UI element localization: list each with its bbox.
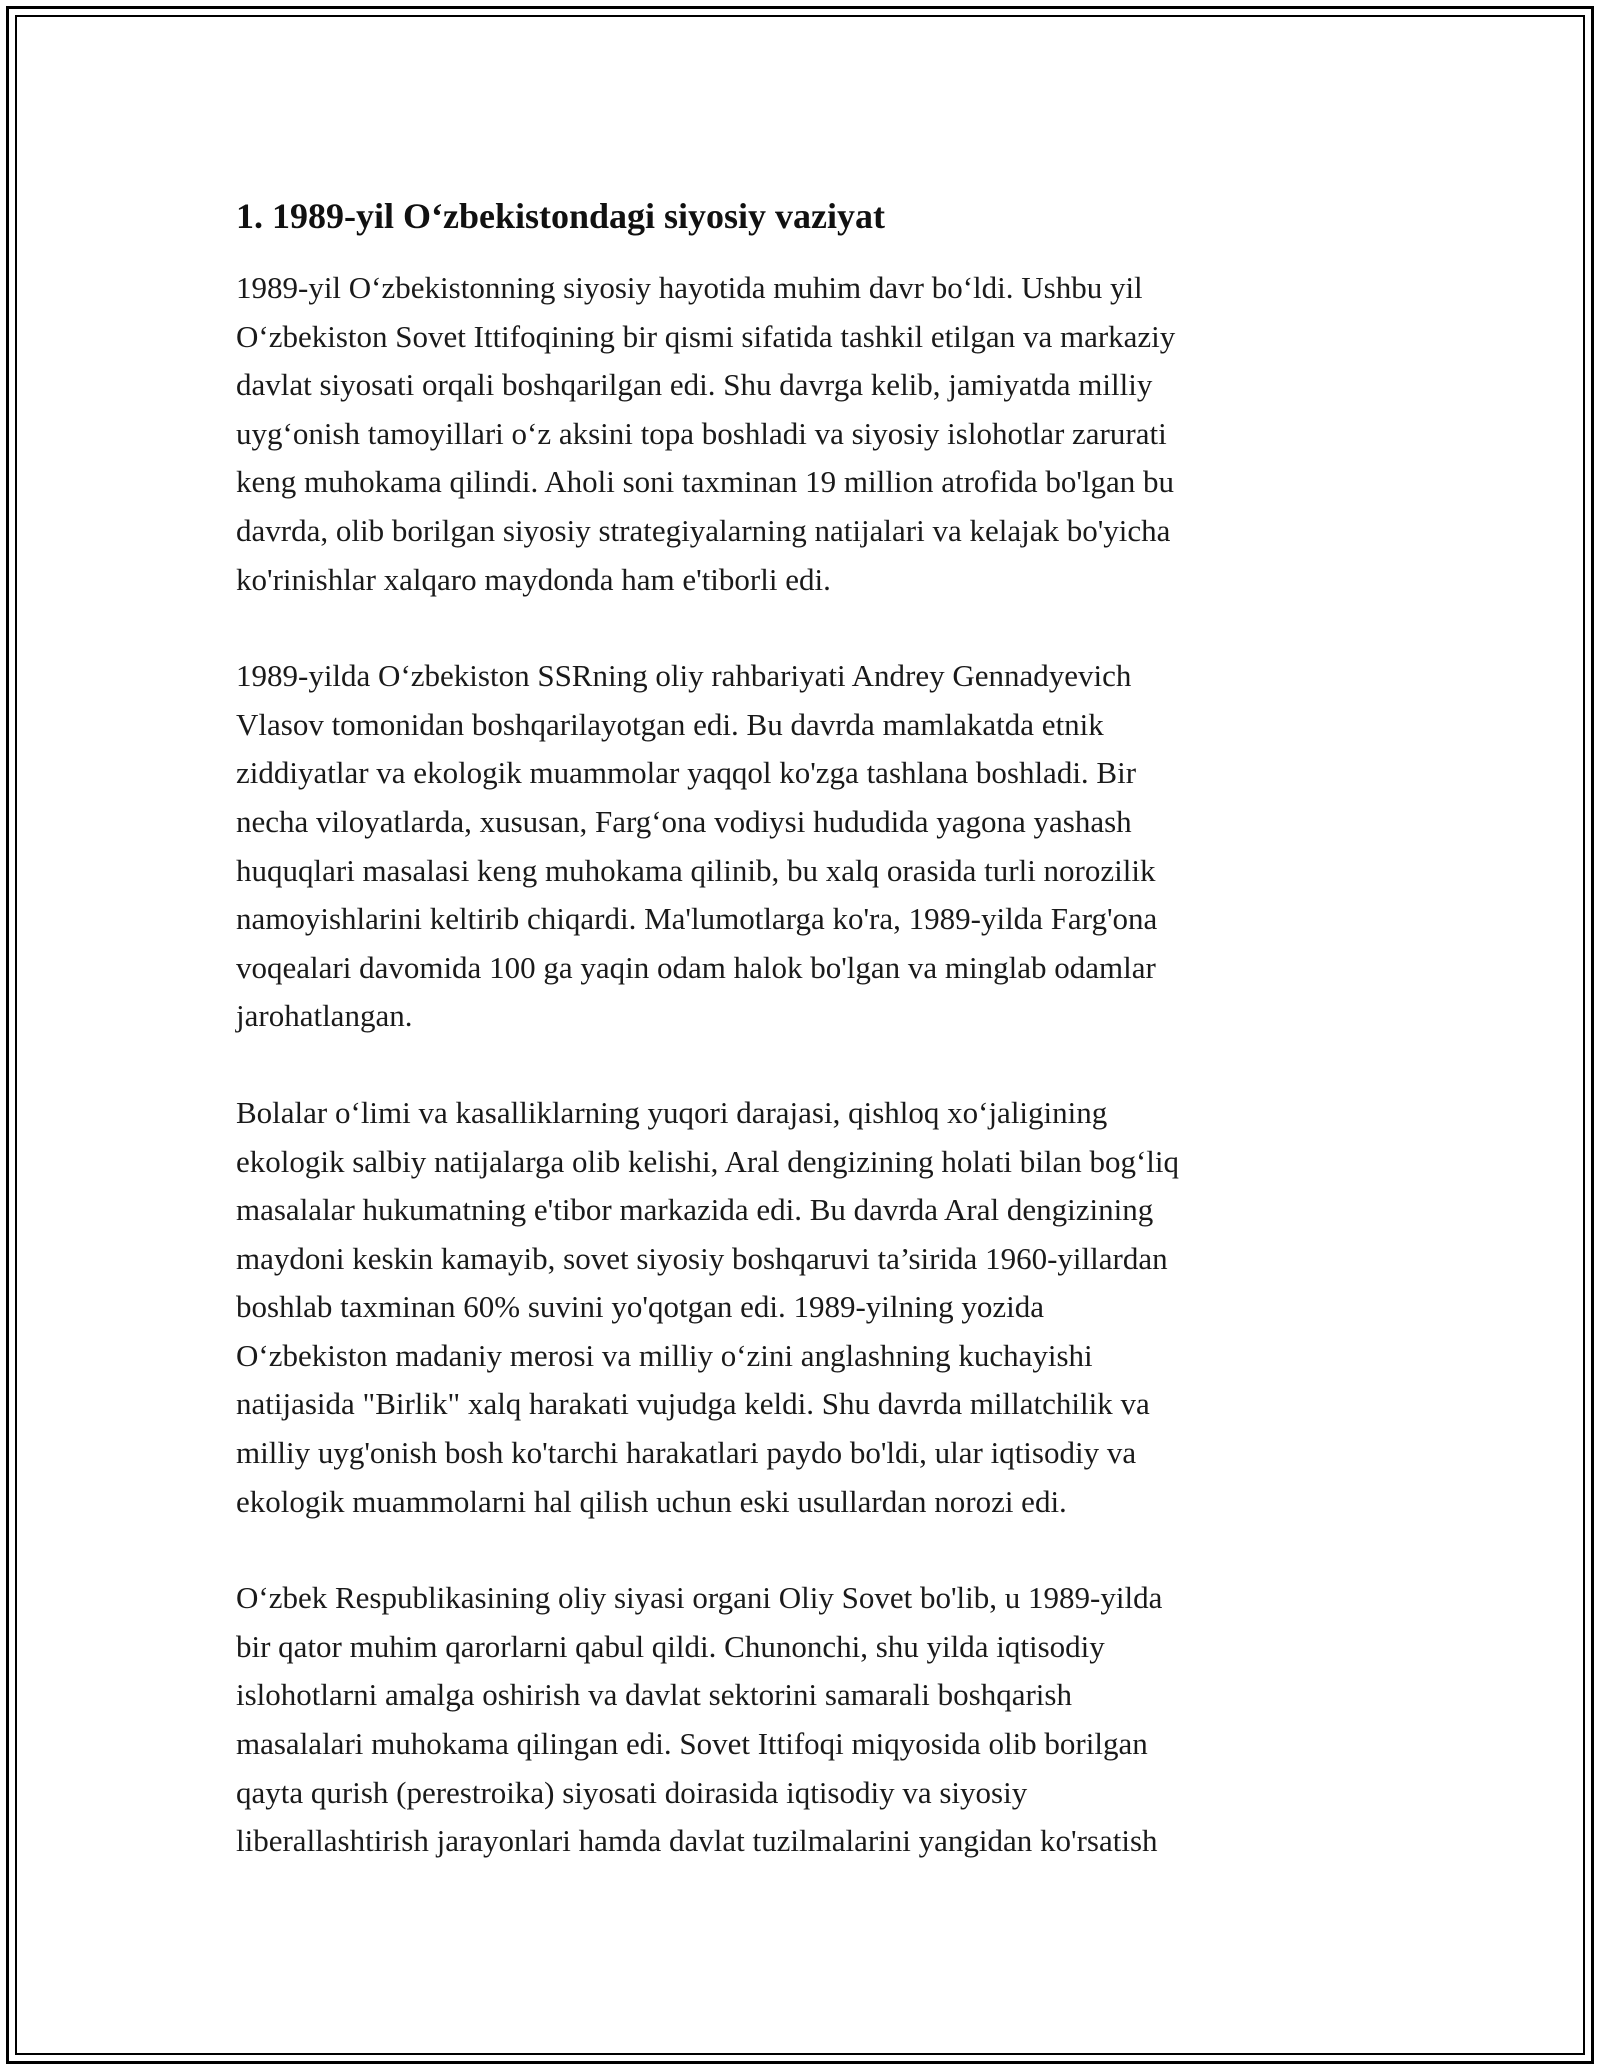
paragraph-3 — [236, 1089, 1376, 1526]
paragraph-line: ziddiyatlar va ekologik muammolar yaqqol ko'zga tashlana boshladi. Bir — [236, 755, 1137, 791]
paragraph-line: ko'rinishlar xalqaro maydonda ham e'tiborli edi. — [236, 561, 831, 597]
paragraph-line: davrda, olib borilgan siyosiy strategiyalarning natijalari va kelajak bo'yicha — [236, 512, 1171, 548]
paragraph-4 — [236, 1574, 1376, 1866]
paragraph-line: 1989-yilda O‘zbekiston SSRning oliy rahbariyati Andrey Gennadyevich — [236, 658, 1132, 694]
paragraph-line: liberallashtirish jarayonlari hamda davlat tuzilmalarini yangidan ko'rsatish — [236, 1823, 1158, 1859]
paragraph-line: masalalari muhokama qilingan edi. Sovet Ittifoqi miqyosida olib borilgan — [236, 1726, 1148, 1762]
paragraph-line: qayta qurish (perestroika) siyosati doirasida iqtisodiy va siyosiy — [236, 1774, 1028, 1810]
paragraph-line: bir qator muhim qarorlarni qabul qildi. Chunonchi, shu yilda iqtisodiy — [236, 1628, 1105, 1664]
paragraph-line: ekologik muammolarni hal qilish uchun eski usullardan norozi edi. — [236, 1483, 1067, 1519]
paragraph-line: davlat siyosati orqali boshqarilgan edi. Shu davrga kelib, jamiyatda milliy — [236, 367, 1153, 403]
paragraph-line: 1989-yil O‘zbekistonning siyosiy hayotida muhim davr bo‘ldi. Ushbu yil — [236, 270, 1143, 305]
paragraph-line: O‘zbek Respublikasining oliy siyasi organi Oliy Sovet bo'lib, u 1989-yilda — [236, 1580, 1163, 1616]
paragraph-line: O‘zbekiston madaniy merosi va milliy o‘zini anglashning kuchayishi — [236, 1337, 1093, 1373]
paragraph-line: masalalar hukumatning e'tibor markazida edi. Bu davrda Aral dengizining — [236, 1192, 1154, 1228]
paragraph-line: O‘zbekiston Sovet Ittifoqining bir qismi sifatida tashkil etilgan va markaziy — [236, 318, 1176, 354]
paragraph-line: voqealari davomida 100 ga yaqin odam halok bo'lgan va minglab odamlar — [236, 949, 1156, 985]
paragraphs-container — [236, 264, 1376, 1866]
paragraph-line: maydoni keskin kamayib, sovet siyosiy boshqaruvi ta’sirida 1960-yillardan — [236, 1240, 1168, 1276]
paragraph-line: keng muhokama qilindi. Aholi soni taxminan 19 million atrofida bo'lgan bu — [236, 464, 1175, 500]
paragraph-1 — [236, 264, 1376, 604]
paragraph-line: natijasida "Birlik" xalq harakati vujudga keldi. Shu davrda millatchilik va — [236, 1386, 1150, 1422]
paragraph-line: islohotlarni amalga oshirish va davlat sektorini samarali boshqarish — [236, 1677, 1072, 1713]
paragraph-line: namoyishlarini keltirib chiqardi. Ma'lumotlarga ko'ra, 1989-yilda Farg'ona — [236, 901, 1158, 937]
section-heading: 1. 1989-yil O‘zbekistondagi siyosiy vaziyat — [236, 196, 886, 236]
paragraph-line: uyg‘onish tamoyillari o‘z aksini topa boshladi va siyosiy islohotlar zarurati — [236, 415, 1167, 451]
document-body — [236, 188, 1376, 1914]
paragraph-line: ekologik salbiy natijalarga olib kelishi, Aral dengizining holati bilan bog‘liq — [236, 1143, 1180, 1179]
paragraph-line: boshlab taxminan 60% suvini yo'qotgan edi. 1989-yilning yozida — [236, 1289, 1045, 1325]
paragraph-2 — [236, 652, 1376, 1041]
paragraph-line: Bolalar o‘limi va kasalliklarning yuqori darajasi, qishloq xo‘jaligining — [236, 1094, 1108, 1130]
paragraph-line: milliy uyg'onish bosh ko'tarchi harakatlari paydo bo'ldi, ular iqtisodiy va — [236, 1435, 1137, 1471]
paragraph-line: jarohatlangan. — [236, 998, 413, 1034]
paragraph-line: Vlasov tomonidan boshqarilayotgan edi. Bu davrda mamlakatda etnik — [236, 706, 1104, 742]
paragraph-line: huquqlari masalasi keng muhokama qilinib, bu xalq orasida turli norozilik — [236, 852, 1156, 888]
paragraph-line: necha viloyatlarda, xususan, Farg‘ona vodiysi hududida yagona yashash — [236, 803, 1132, 839]
